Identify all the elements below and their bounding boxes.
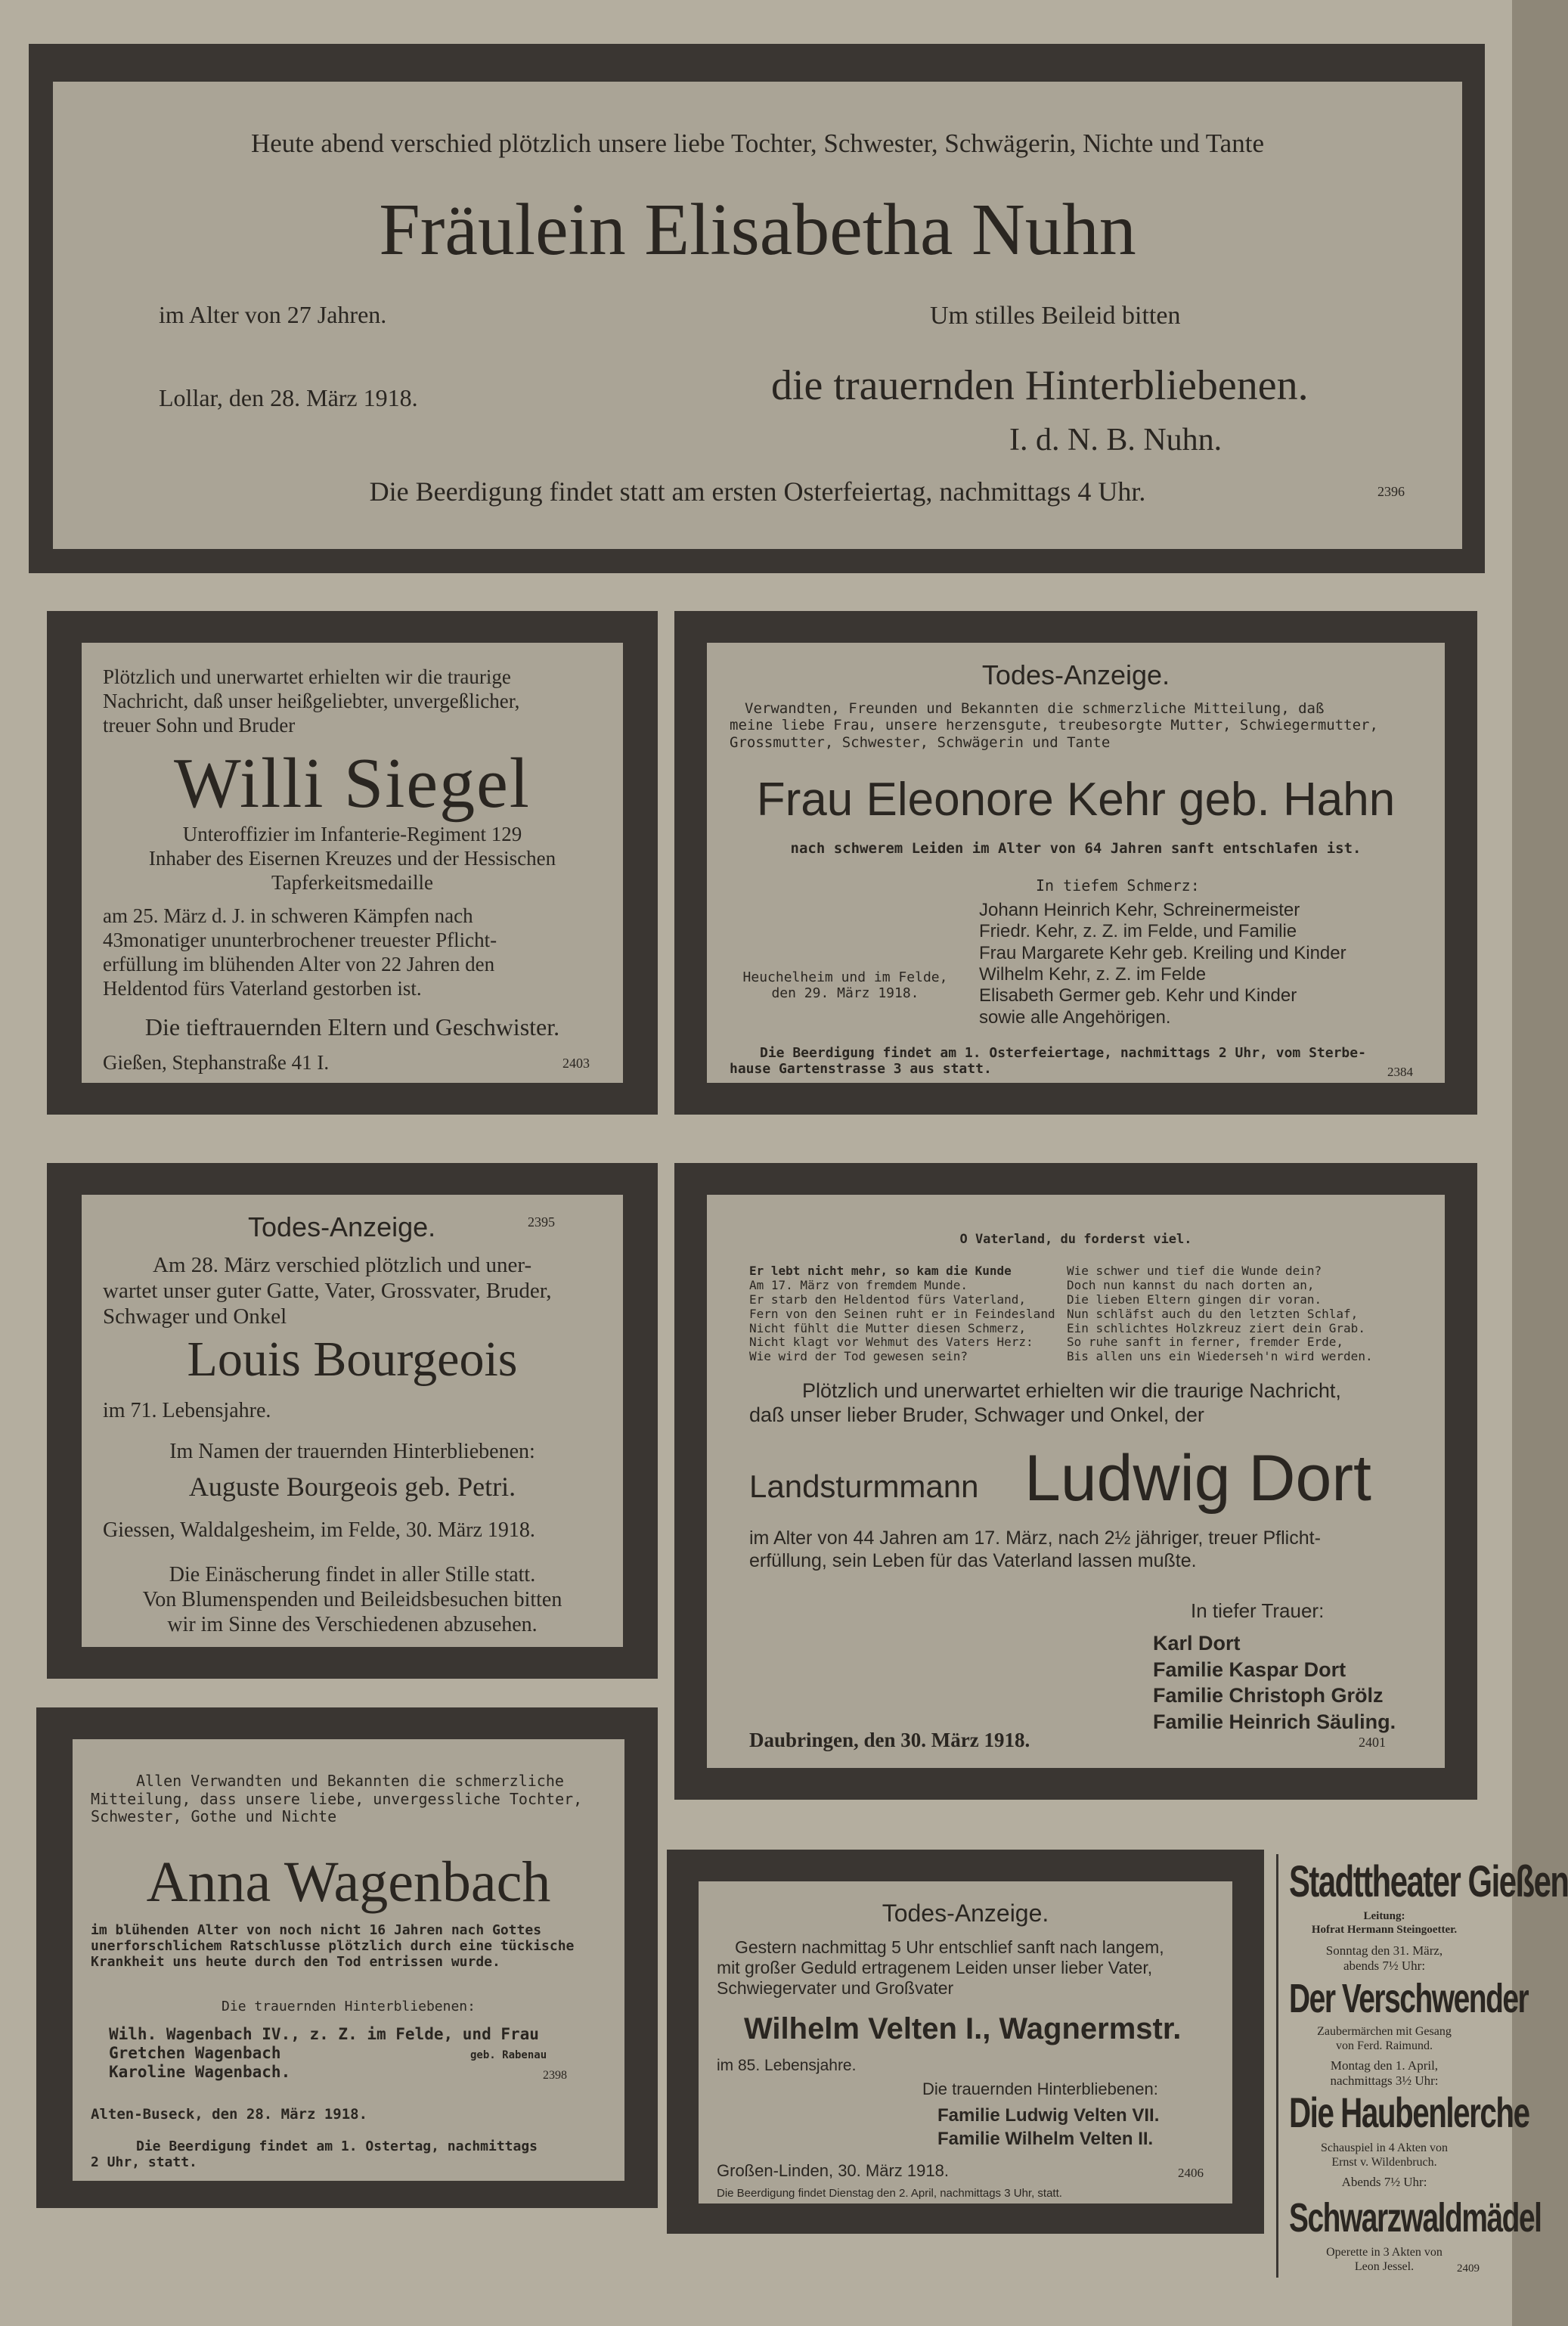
wagenbach-mourner: Wilh. Wagenbach IV., z. Z. im Felde, und Frau — [109, 2025, 539, 2043]
nuhn-funeral: Die Beerdigung findet statt am ersten Osterfeiertag, nachmittags 4 Uhr. — [369, 476, 1146, 507]
kehr-mourner: sowie alle Angehörigen. — [979, 1006, 1171, 1028]
theater-play2-desc — [1278, 2141, 1490, 2170]
kehr-death: nach schwerem Leiden im Alter von 64 Jahren sanft entschlafen ist. — [790, 840, 1362, 857]
dort-poem-line: Ein schlichtes Holzkreuz ziert dein Grab. — [1067, 1320, 1365, 1335]
kehr-intro-line: Grossmutter, Schwester, Schwägerin und Tante — [730, 733, 1111, 751]
bourgeois-heading: Todes-Anzeige. — [248, 1211, 436, 1242]
theater-desc-line: Schauspiel in 4 Akten von — [1321, 2141, 1448, 2154]
wagenbach-body-line: unerforschlichem Ratschlusse plötzlich durch eine tückische — [91, 1938, 575, 1955]
velten-intro-line: Schwiegervater und Großvater — [717, 1978, 954, 1999]
siegel-body-top — [82, 823, 623, 895]
dort-poem-left — [749, 1264, 1055, 1364]
kehr-intro — [730, 700, 1425, 751]
dort-poem-line: Am 17. März von fremdem Munde. — [749, 1277, 968, 1292]
velten-name: Wilhelm Velten I., Wagnermstr. — [744, 2012, 1182, 2045]
dort-poem-line: Bis allen uns ein Wiederseh'n wird werden. — [1067, 1349, 1373, 1364]
bourgeois-age: im 71. Lebensjahre. — [103, 1399, 271, 1422]
theater-date2 — [1278, 2058, 1490, 2089]
theater-date1 — [1278, 1943, 1490, 1974]
wagenbach-mourners-heading: Die trauernden Hinterbliebenen: — [222, 1999, 476, 2014]
wagenbach-funeral-line: 2 Uhr, statt. — [91, 2154, 197, 2171]
velten-funeral: Die Beerdigung findet Dienstag den 2. April, nachmittags 3 Uhr, statt. — [717, 2187, 1062, 2200]
theater-date3: Abends 7½ Uhr: — [1341, 2175, 1427, 2189]
theater-desc-line: Leon Jessel. — [1354, 2259, 1415, 2273]
bourgeois-note — [82, 1562, 623, 1637]
bourgeois-intro — [103, 1252, 552, 1330]
wagenbach-maiden: geb. Rabenau — [470, 2049, 547, 2061]
kehr-funeral-line: hause Gartenstrasse 3 aus statt. — [730, 1061, 992, 1078]
obituary-bourgeois — [82, 1195, 623, 1647]
kehr-intro-line: meine liebe Frau, unsere herzensgute, treubesorgte Mutter, Schwiegermutter, — [730, 717, 1378, 734]
obituary-dort — [707, 1195, 1445, 1768]
theater-ad — [1276, 1854, 1568, 2278]
dort-poem-line: Er lebt nicht mehr, so kam die Kunde — [749, 1264, 1012, 1278]
bourgeois-note-line: wir im Sinne des Verschiedenen abzusehen. — [167, 1613, 538, 1637]
nuhn-request: Um stilles Beileid bitten — [930, 302, 1181, 330]
bourgeois-intro-line: Am 28. März verschied plötzlich und uner- — [153, 1253, 532, 1277]
kehr-mourner: Johann Heinrich Kehr, Schreinermeister — [979, 900, 1300, 920]
nuhn-age: im Alter von 27 Jahren. — [159, 301, 387, 328]
dort-intro-line: daß unser lieber Bruder, Schwager und Onkel, der — [749, 1403, 1204, 1426]
obituary-kehr — [707, 643, 1445, 1083]
nuhn-ref: 2396 — [1377, 484, 1405, 499]
bourgeois-ref: 2395 — [528, 1214, 555, 1230]
nuhn-intro: Heute abend verschied plötzlich unsere liebe Tochter, Schwester, Schwägerin, Nichte und Tante — [251, 129, 1264, 158]
siegel-intro-line: Nachricht, daß unser heißgeliebter, unvergeßlicher, — [103, 689, 520, 712]
dort-mourner: Familie Christoph Grölz — [1153, 1684, 1384, 1707]
wagenbach-funeral — [91, 2138, 538, 2170]
theater-direction-label: Leitung: — [1363, 1910, 1405, 1922]
bourgeois-widow: Auguste Bourgeois geb. Petri. — [188, 1472, 516, 1502]
kehr-place-line: Heuchelheim und im Felde, — [742, 969, 948, 985]
theater-title: Stadttheater Gießen — [1289, 1857, 1568, 1906]
wagenbach-intro-line: Allen Verwandten und Bekannten die schmerzliche — [136, 1772, 564, 1790]
theater-ref: 2409 — [1457, 2262, 1480, 2275]
wagenbach-body-line: im blühenden Alter von noch nicht 16 Jahren nach Gottes — [91, 1922, 542, 1938]
theater-play3: Schwarzwaldmädel — [1289, 2195, 1542, 2241]
kehr-ref: 2384 — [1387, 1065, 1413, 1079]
dort-poem-line: Nun schläfst auch du den letzten Schlaf, — [1067, 1306, 1359, 1321]
wagenbach-body — [91, 1922, 574, 1971]
theater-date-line: Sonntag den 31. März, — [1325, 1943, 1443, 1958]
siegel-name: Willi Siegel — [174, 744, 531, 823]
wagenbach-body-line: Krankheit uns heute durch den Tod entrissen wurde. — [91, 1954, 500, 1971]
siegel-body-bottom — [103, 904, 497, 1000]
velten-intro-line: mit großer Geduld ertragenem Leiden unser lieber Vater, — [717, 1958, 1153, 1978]
velten-intro-line: Gestern nachmittag 5 Uhr entschlief sanft nach langem, — [735, 1937, 1164, 1957]
siegel-body-line: Unteroffizier im Infanterie-Regiment 129 — [182, 823, 522, 845]
kehr-funeral — [730, 1045, 1366, 1077]
wagenbach-intro-line: Schwester, Gothe und Nichte — [91, 1807, 337, 1826]
nuhn-place-date: Lollar, den 28. März 1918. — [159, 384, 418, 411]
theater-play2: Die Haubenlerche — [1289, 2089, 1529, 2136]
dort-intro — [749, 1379, 1341, 1428]
siegel-body-line: Inhaber des Eisernen Kreuzes und der Hessischen — [148, 846, 556, 870]
kehr-place-date — [728, 969, 962, 1001]
siegel-body-line: Tapferkeitsmedaille — [271, 870, 433, 894]
velten-mourner: Familie Wilhelm Velten II. — [937, 2129, 1154, 2150]
dort-sorrow: In tiefer Trauer: — [1191, 1599, 1325, 1622]
dort-ref: 2401 — [1359, 1735, 1386, 1750]
dort-poem-line: Nicht fühlt die Mutter diesen Schmerz, — [749, 1320, 1027, 1335]
theater-desc-line: Ernst v. Wildenbruch. — [1331, 2155, 1437, 2169]
siegel-address: Gießen, Stephanstraße 41 I. — [103, 1051, 330, 1074]
obituary-wagenbach — [73, 1739, 624, 2181]
bourgeois-note-line: Die Einäscherung findet in aller Stille statt. — [169, 1563, 536, 1586]
wagenbach-funeral-line: Die Beerdigung findet am 1. Ostertag, nachmittags — [136, 2138, 538, 2154]
wagenbach-place-date: Alten-Buseck, den 28. März 1918. — [91, 2106, 368, 2123]
dort-rank: Landsturmmann — [749, 1468, 979, 1504]
kehr-place-line: den 29. März 1918. — [771, 985, 919, 1002]
wagenbach-name: Anna Wagenbach — [146, 1850, 551, 1914]
dort-mourner: Familie Heinrich Säuling. — [1153, 1710, 1396, 1733]
dort-poem-line: Er starb den Heldentod fürs Vaterland, — [749, 1292, 1027, 1307]
wagenbach-intro — [91, 1772, 582, 1826]
kehr-funeral-line: Die Beerdigung findet am 1. Osterfeiertage, nachmittags 2 Uhr, vom Sterbe- — [760, 1045, 1366, 1061]
kehr-mourner-list — [979, 900, 1346, 1028]
velten-mourner: Familie Ludwig Velten VII. — [937, 2105, 1160, 2126]
theater-desc-line: Operette in 3 Akten von — [1326, 2246, 1442, 2259]
siegel-intro-line: Plötzlich und unerwartet erhielten wir die traurige — [103, 665, 511, 688]
theater-play1-desc — [1278, 2025, 1490, 2054]
dort-motto: O Vaterland, du forderst viel. — [959, 1232, 1192, 1247]
dort-mourner: Karl Dort — [1153, 1632, 1241, 1655]
obituary-velten — [699, 1881, 1232, 2203]
dort-mourner: Familie Kaspar Dort — [1153, 1658, 1346, 1681]
bourgeois-note-line: Von Blumenspenden und Beileidsbesuchen bitten — [142, 1588, 562, 1612]
dort-body — [749, 1527, 1321, 1572]
velten-place-date: Großen-Linden, 30. März 1918. — [717, 2161, 949, 2180]
wagenbach-mourner: Gretchen Wagenbach — [109, 2043, 281, 2062]
dort-poem-right — [1067, 1264, 1373, 1364]
obituary-nuhn — [53, 82, 1462, 549]
nuhn-signature: I. d. N. B. Nuhn. — [1009, 423, 1222, 457]
kehr-intro-line: Verwandten, Freunden und Bekannten die schmerzliche Mitteilung, daß — [745, 700, 1325, 717]
siegel-body-line: erfüllung im blühenden Alter von 22 Jahren den — [103, 952, 495, 975]
wagenbach-mourner: Karoline Wagenbach. — [109, 2062, 291, 2081]
velten-age: im 85. Lebensjahre. — [717, 2057, 857, 2074]
kehr-mourner: Elisabeth Germer geb. Kehr und Kinder — [979, 985, 1297, 1006]
dort-poem-line: Doch nun kannst du nach dorten an, — [1067, 1277, 1315, 1292]
dort-poem-line: Wie wird der Tod gewesen sein? — [749, 1349, 968, 1364]
wagenbach-ref: 2398 — [543, 2069, 567, 2082]
obituary-siegel — [82, 643, 623, 1083]
dort-poem-line: Nicht klagt vor Wehmut des Vaters Herz: — [749, 1335, 1033, 1350]
theater-date-line: abends 7½ Uhr: — [1343, 1958, 1426, 1974]
velten-mourners-heading: Die trauernden Hinterbliebenen: — [922, 2079, 1158, 2098]
theater-desc-line: Zaubermärchen mit Gesang — [1317, 2025, 1452, 2038]
bourgeois-intro-line: Schwager und Onkel — [103, 1304, 287, 1329]
bourgeois-place-date: Giessen, Waldalgesheim, im Felde, 30. März 1918. — [103, 1518, 535, 1542]
siegel-body-line: am 25. März d. J. in schweren Kämpfen nach — [103, 904, 473, 927]
siegel-body-line: 43monatiger ununterbrochener treuester Pflicht- — [103, 928, 497, 951]
dort-body-line: im Alter von 44 Jahren am 17. März, nach 2½ jähriger, treuer Pflicht- — [749, 1527, 1321, 1549]
velten-intro — [717, 1937, 1164, 1999]
kehr-mourner: Frau Margarete Kehr geb. Kreiling und Kinder — [979, 942, 1346, 963]
dort-intro-line: Plötzlich und unerwartet erhielten wir die traurige Nachricht, — [802, 1379, 1341, 1402]
kehr-heading: Todes-Anzeige. — [981, 659, 1170, 690]
dort-poem-line: Die lieben Eltern gingen dir voran. — [1067, 1292, 1322, 1307]
dort-place-date: Daubringen, den 30. März 1918. — [749, 1729, 1030, 1751]
dort-mourner-list — [1153, 1630, 1396, 1735]
siegel-ref: 2403 — [562, 1056, 590, 1071]
velten-mourner-list — [937, 2104, 1159, 2151]
velten-heading: Todes-Anzeige. — [882, 1900, 1049, 1927]
dort-poem-line: So ruhe sanft in ferner, fremder Erde, — [1067, 1335, 1344, 1350]
theater-date-line: nachmittags 3½ Uhr: — [1330, 2073, 1439, 2089]
theater-director: Hofrat Hermann Steingoetter. — [1311, 1924, 1458, 1936]
siegel-mourners: Die tieftrauernden Eltern und Geschwister. — [144, 1013, 560, 1040]
kehr-mourner: Friedr. Kehr, z. Z. im Felde, und Familie — [979, 921, 1297, 942]
velten-ref: 2406 — [1178, 2166, 1204, 2180]
theater-desc-line: von Ferd. Raimund. — [1336, 2039, 1433, 2052]
kehr-name: Frau Eleonore Kehr geb. Hahn — [756, 774, 1396, 826]
kehr-sorrow: In tiefem Schmerz: — [1036, 876, 1200, 895]
dort-body-line: erfüllung, sein Leben für das Vaterland lassen mußte. — [749, 1549, 1197, 1571]
theater-date-line: Montag den 1. April, — [1330, 2058, 1439, 2073]
theater-play1: Der Verschwender — [1289, 1976, 1529, 2021]
nuhn-name: Fräulein Elisabetha Nuhn — [379, 189, 1136, 271]
wagenbach-intro-line: Mitteilung, dass unsere liebe, unvergessliche Tochter, — [91, 1789, 583, 1808]
siegel-intro — [103, 665, 602, 738]
bourgeois-name: Louis Bourgeois — [187, 1332, 518, 1387]
dort-poem-line: Fern von den Seinen ruht er in Feindesland — [749, 1306, 1055, 1321]
kehr-mourner: Wilhelm Kehr, z. Z. im Felde — [979, 963, 1207, 985]
bourgeois-intro-line: wartet unser guter Gatte, Vater, Grossvater, Bruder, — [103, 1279, 552, 1304]
siegel-body-line: Heldentod fürs Vaterland gestorben ist. — [103, 976, 422, 1000]
nuhn-mourners: die trauernden Hinterbliebenen. — [771, 362, 1309, 409]
bourgeois-on-behalf: Im Namen der trauernden Hinterbliebenen: — [169, 1440, 535, 1463]
dort-poem-line: Wie schwer und tief die Wunde dein? — [1067, 1264, 1322, 1278]
dort-name: Ludwig Dort — [1024, 1442, 1371, 1515]
siegel-intro-line: treuer Sohn und Bruder — [103, 713, 296, 737]
